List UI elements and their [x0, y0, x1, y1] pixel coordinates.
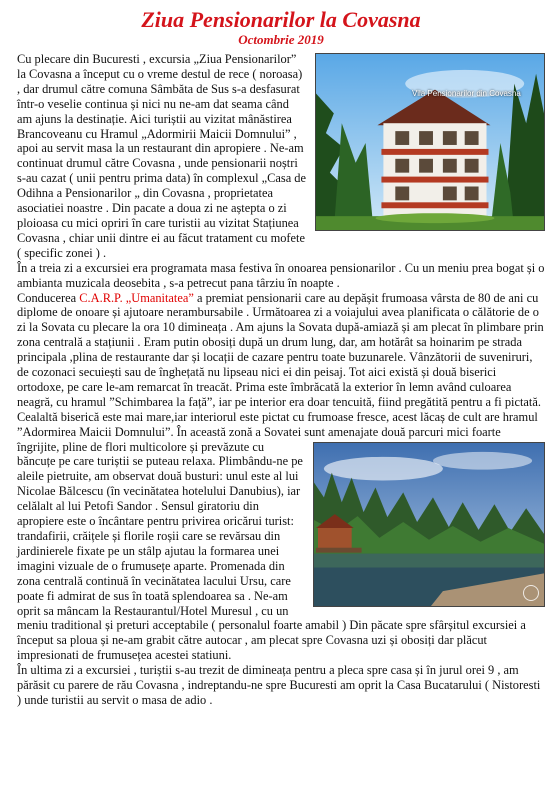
paragraph-4: În ultima zi a excursiei , turiștii s-au trezit de dimineața pentru a pleca spre casa și în jurul orei 9 , am părăsit cu parere de rău Covasna , indreptandu-ne spre Bucuresti am oprit la Casa Bucatarului ( Nistoresti ) unde turistii au servit o masa de adio .: [17, 663, 541, 707]
villa-photo-caption: Vila Pensionarilor din Covasna: [412, 89, 521, 98]
villa-photo: [315, 53, 545, 231]
paragraph-2: În a treia zi a excursiei era programata masa festiva în onoarea pensionarilor . Cu un meniu prea bogat și o ambianta muzicala deosebita , s-a petrecut pana târziu în noapte .: [17, 260, 545, 290]
document-title: Ziua Pensionarilor la Covasna: [141, 7, 421, 32]
photo-watermark-logo: [523, 585, 539, 601]
paragraph-3: Conducerea C.A.R.P. „Umanitatea” a premiat pensionarii care au depășit frumoasa vârsta de 80 de ani cu diplome de onoare și ajutoare nerambursabile . Următoarea zi a voiajului avea planificata o călătorie de o zi la Sovata cu plecare la ora 10 dimineața . Am ajuns la Sovata după-amiază și am plecat în plimbare prin zona centrală a stațiunii . Eram putin obosiți după un drum lung, dar, am hotărât sa hoinarim pe strada principala ,plina de restaurante dar și locații de cazare pentru toate buzunarele. Vânzătorii de suveniruri, de cozonaci secuiești sau de înghețată nu lipseau nici ei din peisaj. Tot aici există și două biserici ortodoxe, pe care le-am remarcat în treacăt. Prima este îmbrăcată la exterior în lemn având culoarea neagră, cu hramul ”Schimbarea la față”, iar pe interior era doar tencuită, fiind pregătită pentru a fi pictată. Cealaltă biserică este mai mare,iar interiorul este pictat cu frumoase fresce, acest lăcaș de cult are hramul ”Adormirea Maicii Domnului”. În această zonă a Sovatei sunt amenajate două parcuri mici foarte îngrijite, pline de flori multicolore și prevăzute cu băncuțe pe care turiștii se puteau relaxa. Plimbându-ne pe aleile pietruite, am observat două busturi: unul este al lui Nicolae Bălcescu (în vecinătatea hotelului Danubius), iar celălalt al lui Petofi Sandor . Sensul giratoriu din apropiere este o încântare pentru privirea oricărui turist: trandafirii, crăițele și florile roșii care se revărsau din jardinierele fixate pe un stâlp ajutau la formarea unei imagini vizuale de o frumusețe aparte. Promenada din zona centrală continuă în vecinătatea lacului Ursu, care poate fi admirat de sus în toată splendoarea sa . Ne-am oprit sa mâncam la Restaurantul/Hotel Muresul , cu un meniu traditional și preturi acceptabile ( personalul foarte amabil ) Din păcate spre sfârșitul excursiei a început sa ploua și ne-am grabit către autocar , am plecat spre Covasna uzi și obosiți dar plăcut impresionati de frumusețea acestei statiuni.: [17, 290, 544, 663]
organization-name: C.A.R.P. „Umanitatea”: [79, 290, 194, 305]
document-subtitle: Octombrie 2019: [238, 32, 324, 47]
lake-photo: [313, 442, 545, 607]
paragraph-1: Cu plecare din Bucuresti , excursia „Ziua Pensionarilor” la Covasna a început cu o vreme destul de rece ( noroasa) , dar drumul către comuna Sâmbăta de Sus s-a desfasurat într-o veselie continua și nici nu ne-am dat seama când am ajuns la destinație. Aici turiștii au vizitat mânăstirea Brancoveanu cu Hramul „Adormirii Maicii Domnului” , apoi au servit masa la un restaurant din apropiere . Ne-am continuat drumul către Covasna , unde pensionarii noștri s-au cazat ( unii pentru prima data) în complexul „Casa de Odihna a Pensionarilor „ din Covasna , proprietatea asociatiei noastre . Din pacate a doua zi ne aștepta o zi ploioasa cu mici opriri în care turistii au vizitat Stațiunea Covasna , chiar unii dintre ei au făcut tratament cu mofete ( specific zonei ) .: [17, 52, 307, 260]
article-body: [17, 52, 545, 708]
